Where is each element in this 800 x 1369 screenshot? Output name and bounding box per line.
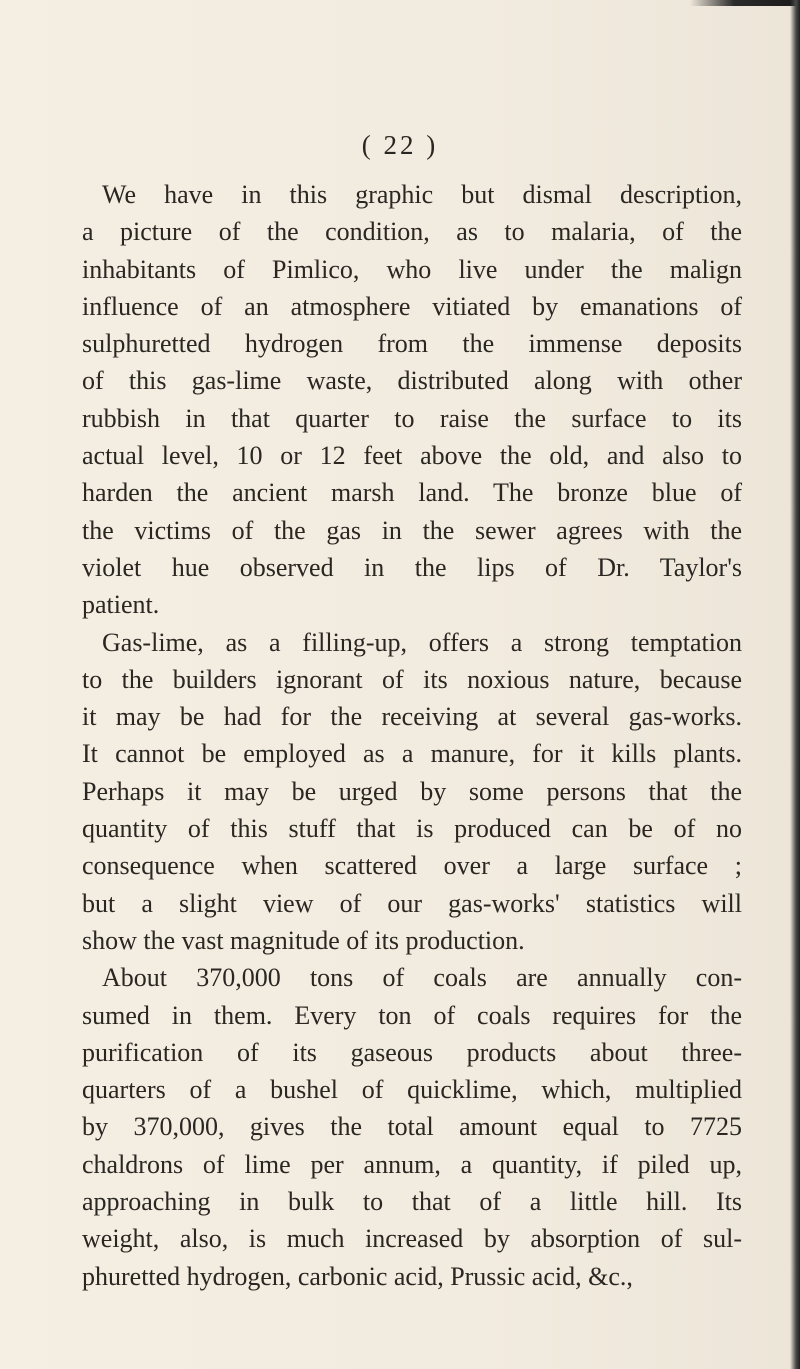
text-line: the victims of the gas in the sewer agrees with the xyxy=(82,515,742,545)
text-line: it may be had for the receiving at several gas-works. xyxy=(82,702,742,732)
text-line: sumed in them. Every ton of coals requires for the xyxy=(82,1000,742,1030)
body-text xyxy=(82,176,742,1295)
text-line: show the vast magnitude of its production. xyxy=(82,925,525,955)
text-line: violet hue observed in the lips of Dr. Taylor's xyxy=(82,552,742,582)
text-line: phuretted hydrogen, carbonic acid, Prussic acid, &c., xyxy=(82,1261,633,1291)
text-line: to the builders ignorant of its noxious nature, because xyxy=(82,664,742,694)
text-line: purification of its gaseous products about three- xyxy=(82,1037,742,1067)
text-line: patient. xyxy=(82,590,160,620)
paragraph-1 xyxy=(82,176,742,624)
text-line: but a slight view of our gas-works' statistics will xyxy=(82,888,742,918)
text-line: We have in this graphic but dismal description, xyxy=(102,180,742,209)
paragraph-3 xyxy=(82,959,742,1295)
text-line: weight, also, is much increased by absorption of sul- xyxy=(82,1224,742,1254)
page-number: ( 22 ) xyxy=(361,130,439,160)
page-edge-shadow-top xyxy=(690,0,800,6)
text-line: Gas-lime, as a filling-up, offers a strong temptation xyxy=(102,627,742,657)
paragraph-2 xyxy=(82,624,742,960)
text-line: of this gas-lime waste, distributed along with other xyxy=(82,366,742,396)
text-line: chaldrons of lime per annum, a quantity, if piled up, xyxy=(82,1149,742,1179)
text-line: consequence when scattered over a large surface ; xyxy=(82,851,742,881)
text-line: About 370,000 tons of coals are annually con- xyxy=(102,963,742,993)
text-line: a picture of the condition, as to malaria, of the xyxy=(82,217,742,247)
page-edge-shadow-right xyxy=(790,0,800,1369)
text-line: It cannot be employed as a manure, for it kills plants. xyxy=(82,739,742,769)
text-line: actual level, 10 or 12 feet above the old, and also to xyxy=(82,441,742,471)
text-line: by 370,000, gives the total amount equal to 7725 xyxy=(82,1112,742,1142)
text-line: approaching in bulk to that of a little hill. Its xyxy=(82,1187,742,1217)
text-line: Perhaps it may be urged by some persons that the xyxy=(82,776,742,806)
text-line: rubbish in that quarter to raise the surface to its xyxy=(82,403,742,433)
text-line: sulphuretted hydrogen from the immense deposits xyxy=(82,329,742,359)
text-line: harden the ancient marsh land. The bronze blue of xyxy=(82,478,742,508)
text-line: inhabitants of Pimlico, who live under the malign xyxy=(82,254,742,284)
text-line: quarters of a bushel of quicklime, which, multiplied xyxy=(82,1075,742,1105)
text-line: quantity of this stuff that is produced can be of no xyxy=(82,814,742,844)
text-line: influence of an atmosphere vitiated by emanations of xyxy=(82,291,742,321)
